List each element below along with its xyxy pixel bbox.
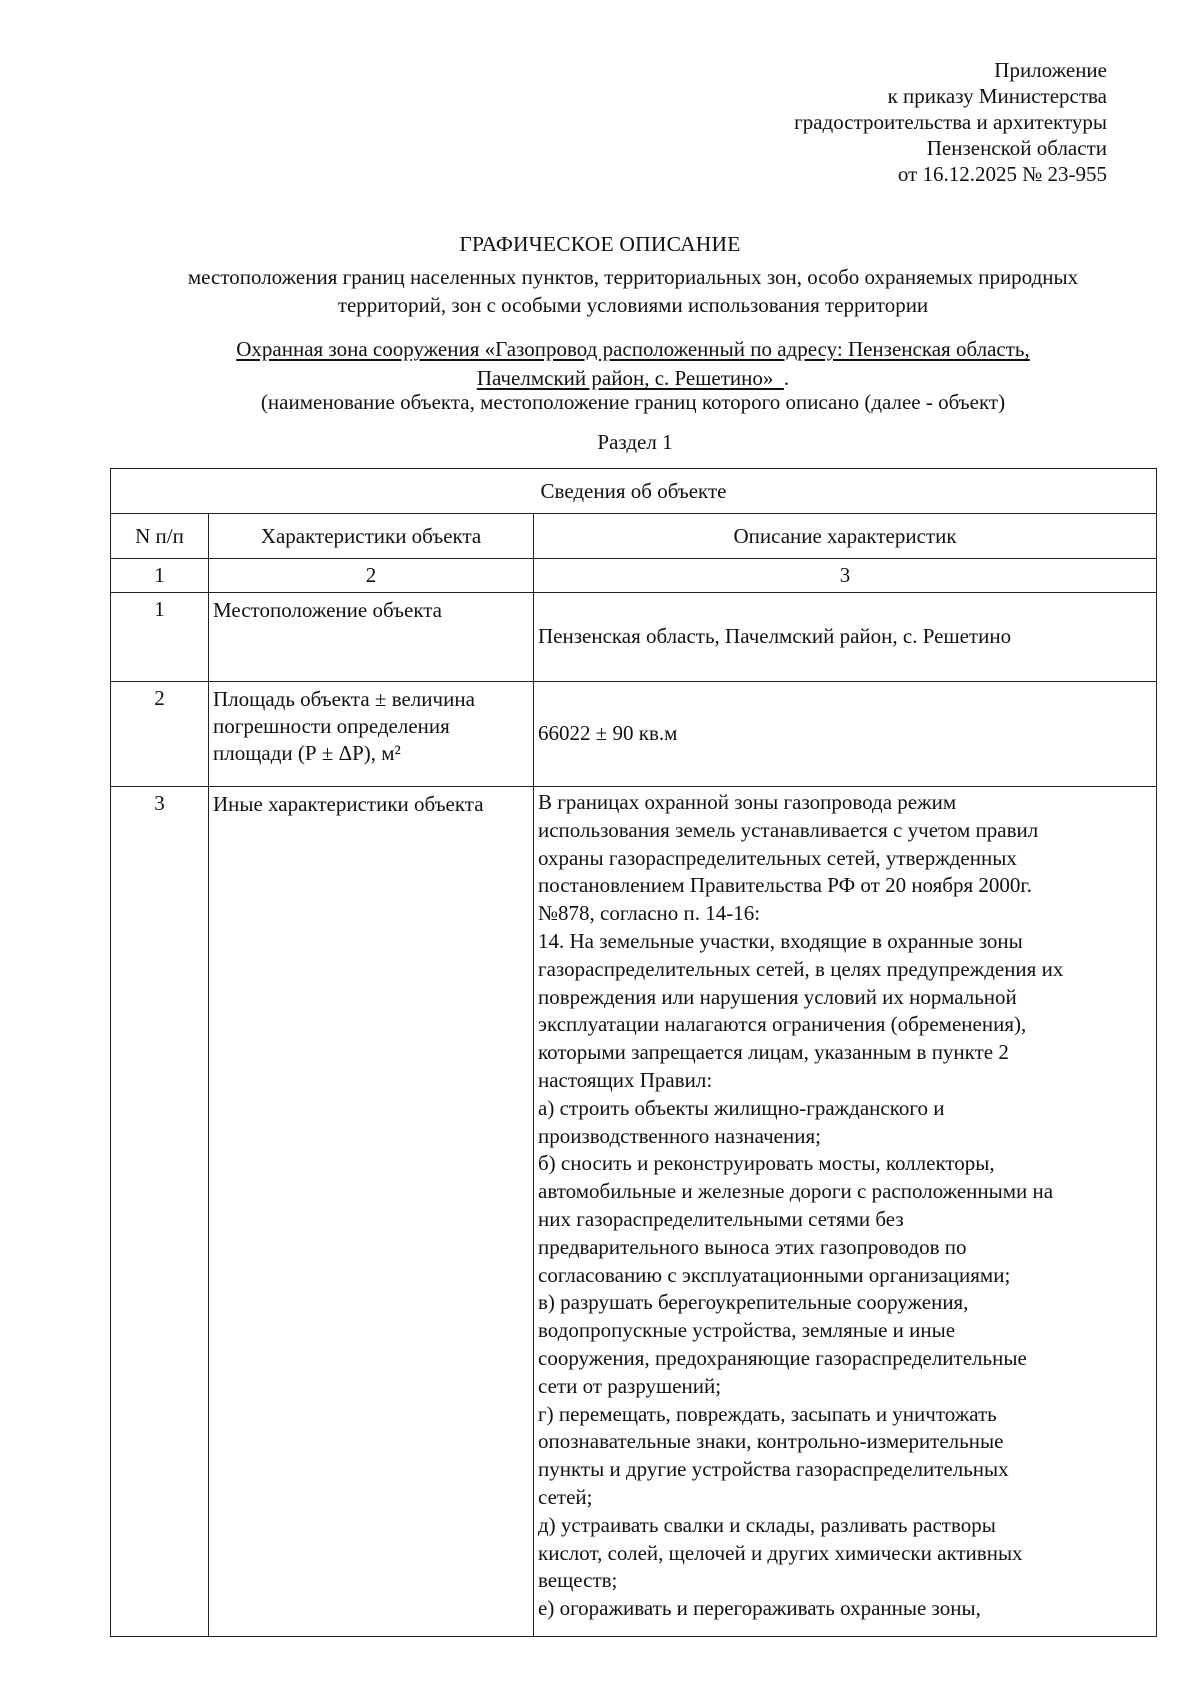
row-characteristic-line: погрешности определения	[213, 714, 450, 738]
row-description: Пензенская область, Пачелмский район, с. Решетино	[534, 593, 1157, 682]
description-line: В границах охранной зоны газопровода режим	[538, 790, 957, 814]
row-number: 1	[111, 593, 209, 682]
object-name-line: Пачелмский район, с. Решетино»	[476, 366, 774, 390]
description-line: эксплуатации налагаются ограничения (обременения),	[538, 1012, 1027, 1037]
description-line: в) разрушать берегоукрепительные сооружения,	[538, 1290, 969, 1315]
object-name	[110, 335, 1156, 393]
column-number: 1	[111, 559, 209, 593]
description-line: 14. На земельные участки, входящие в охранные зоны	[538, 928, 1023, 953]
subtitle-line: местоположения границ населенных пунктов, территориальных зон, особо охраняемых природных	[187, 265, 1079, 289]
description-line: б) сносить и реконструировать мосты, коллекторы,	[538, 1151, 995, 1176]
table-header: Сведения об объекте	[111, 469, 1157, 514]
row-number: 2	[111, 682, 209, 787]
appendix-line: к приказу Министерства	[887, 84, 1107, 108]
description-line: использования земель устанавливается с учетом правил	[538, 817, 1039, 842]
document-subtitle	[110, 263, 1156, 319]
appendix-line: Приложение	[994, 58, 1107, 82]
description-line: водопропускные устройства, земляные и иные	[538, 1318, 956, 1343]
table-row	[111, 787, 1157, 1637]
appendix-line: градостроительства и архитектуры	[794, 110, 1107, 134]
table-row	[111, 593, 1157, 682]
description-line: веществ;	[538, 1568, 618, 1593]
description-line: настоящих Правил:	[538, 1067, 713, 1092]
column-header: Характеристики объекта	[209, 514, 534, 559]
description-line: сооружения, предохраняющие газораспределительные	[538, 1345, 1027, 1370]
description-line: них газораспределительными сетями без	[538, 1206, 904, 1231]
object-info-table	[110, 468, 1157, 1637]
description-line: пункты и другие устройства газораспределительных	[538, 1457, 1009, 1482]
appendix-order-date: от 16.12.2025 № 23-955	[897, 162, 1107, 186]
description-line: газораспределительных сетей, в целях предупреждения их	[538, 956, 1064, 981]
column-header: N п/п	[111, 514, 209, 559]
description-line: согласованию с эксплуатационными организациями;	[538, 1262, 1011, 1287]
column-number: 2	[209, 559, 534, 593]
appendix-block	[794, 57, 1107, 187]
row-characteristic: Местоположение объекта	[209, 593, 534, 682]
appendix-line: Пензенской области	[926, 136, 1107, 160]
description-line: повреждения или нарушения условий их нормальной	[538, 984, 1017, 1009]
description-line: сети от разрушений;	[538, 1373, 722, 1398]
row-description: 66022 ± 90 кв.м	[534, 682, 1157, 787]
description-line: которыми запрещается лицам, указанным в пункте 2	[538, 1040, 1009, 1065]
description-line: производственного назначения;	[538, 1123, 821, 1148]
description-line: сетей;	[538, 1484, 593, 1509]
row-number: 3	[111, 787, 209, 1637]
description-line: постановлением Правительства РФ от 20 ноября 2000г.	[538, 873, 1032, 898]
description-line: предварительного выноса этих газопроводов по	[538, 1234, 967, 1259]
document-title: ГРАФИЧЕСКОЕ ОПИСАНИЕ	[459, 232, 741, 256]
description-line: кислот, солей, щелочей и других химически активных	[538, 1540, 1023, 1565]
row-characteristic: Иные характеристики объекта	[209, 787, 534, 1637]
row-characteristic-line: Площадь объекта ± величина	[213, 687, 475, 711]
table-row	[111, 682, 1157, 787]
description-line: д) устраивать свалки и склады, разливать растворы	[538, 1512, 996, 1537]
row-characteristic-line: площади (Р ± ΔР), м²	[213, 741, 401, 765]
column-header: Описание характеристик	[534, 514, 1157, 559]
object-name-suffix: .	[783, 366, 790, 390]
description-line: а) строить объекты жилищно-гражданского и	[538, 1095, 945, 1120]
description-line: е) огораживать и перегораживать охранные зоны,	[538, 1596, 981, 1621]
section-label: Раздел 1	[597, 430, 673, 454]
description-line: охраны газораспределительных сетей, утвержденных	[538, 845, 1017, 870]
object-name-caption: (наименование объекта, местоположение границ которого описано (далее - объект)	[260, 390, 1006, 414]
row-characteristic	[209, 682, 534, 787]
description-line: опознавательные знаки, контрольно-измерительные	[538, 1429, 1004, 1454]
description-line: №878, согласно п. 14-16:	[538, 901, 761, 926]
subtitle-line: территорий, зон с особыми условиями использования территории	[337, 293, 929, 317]
object-name-line: Охранная зона сооружения «Газопровод расположенный по адресу: Пензенская область,	[236, 337, 1030, 361]
description-line: автомобильные и железные дороги с расположенными на	[538, 1179, 1054, 1204]
row-description	[534, 787, 1157, 1637]
description-line: г) перемещать, повреждать, засыпать и уничтожать	[538, 1401, 997, 1426]
column-number: 3	[534, 559, 1157, 593]
